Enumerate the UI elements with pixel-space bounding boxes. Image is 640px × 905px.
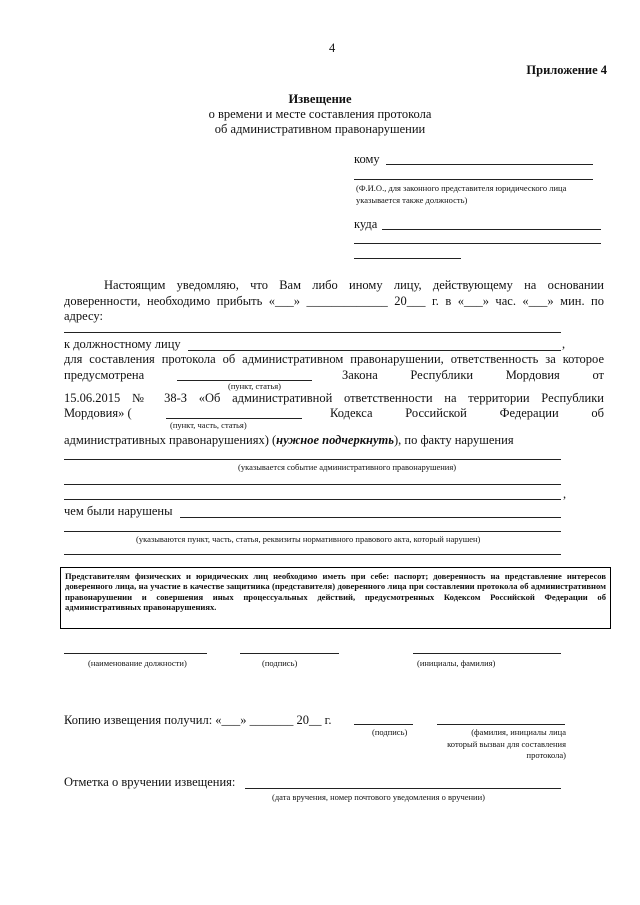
page-number: 4 [329, 41, 336, 55]
para2-line-2-b: Закона Республики Мордовия от [342, 368, 604, 382]
signature-field-line[interactable] [240, 653, 339, 654]
where-label: куда [354, 217, 378, 231]
official-field-line[interactable] [188, 350, 561, 351]
note-initials: (инициалы, фамилия) [417, 658, 496, 668]
to-note-line-2: указывается также должность) [356, 195, 468, 205]
title-line-1: Извещение [288, 92, 352, 106]
official-comma: , [562, 337, 566, 351]
appendix-label: Приложение 4 [526, 63, 607, 77]
violated-field-line-2[interactable] [64, 531, 561, 532]
notice-text: Представителям физических и юридических лиц необходимо иметь при себе: паспорт; доверенность на представление интересов доверенного лица, на участие в качестве защитника (представителя) доверенного лица при составлении протокола об административном правонарушении и совершения иных процессуальных действий, предусмотренных Кодексом Российской Федерации об административных правонарушениях. [65, 571, 606, 613]
para2-line-5 [64, 433, 514, 448]
note-point-article: (пункт, статья) [228, 381, 281, 391]
para2-line-5-b: ), по факту нарушения [393, 433, 514, 447]
title-line-3: об административном правонарушении [214, 122, 426, 136]
where-field-line-2[interactable] [354, 243, 601, 244]
note-event: (указывается событие административного правонарушения) [238, 462, 457, 472]
note-violated: (указываются пункт, часть, статья, реквизиты нормативного правового акта, который нарушен) [136, 534, 481, 544]
emphasis-underline-needed: нужное подчеркнуть [276, 433, 394, 447]
para2-line-4-a: Мордовия» ( [64, 406, 132, 420]
delivery-field-line[interactable] [245, 788, 561, 789]
event-field-line-1[interactable] [64, 459, 561, 460]
notice-box [60, 567, 611, 629]
event-field-line-3[interactable] [64, 499, 561, 500]
para2-line-4-b: Кодекса Российской Федерации об [330, 406, 604, 420]
official-label: к должностному лицу [64, 337, 181, 351]
to-field-line-1[interactable] [386, 164, 593, 165]
receipt-note-signature: (подпись) [372, 727, 408, 737]
note-signature: (подпись) [262, 658, 298, 668]
para2-line-3: 15.06.2015 № 38-З «Об административной ответственности на территории Республики [64, 391, 604, 405]
to-note-line-1: (Ф.И.О., для законного представителя юридического лица [356, 183, 567, 193]
para2-line-2-a: предусмотрена [64, 368, 145, 382]
receipt-label: Копию извещения получил: «___» _______ 20__ г. [64, 713, 332, 727]
delivery-label: Отметка о вручении извещения: [64, 775, 236, 789]
receipt-name-line[interactable] [437, 724, 565, 725]
note-position: (наименование должности) [88, 658, 187, 668]
para2-line-1: для составления протокола об административном правонарушении, ответственность за которое [64, 352, 604, 366]
receipt-note-summoned-1: (фамилия, инициалы лица [471, 727, 566, 737]
delivery-note: (дата вручения, номер почтового уведомления о вручении) [272, 792, 485, 802]
document-title [0, 92, 640, 137]
point-part-article-field[interactable] [166, 418, 302, 419]
to-label: кому [354, 152, 380, 166]
para2-line-5-a: административных правонарушениях) ( [64, 433, 277, 447]
to-note [356, 182, 606, 206]
event-field-line-2[interactable] [64, 484, 561, 485]
note-point-part-article: (пункт, часть, статья) [170, 420, 247, 430]
para1-line-2: доверенности, необходимо прибыть «___» _____________ 20___ г. в «___» час. «___» мин. по [64, 294, 604, 308]
violated-label: чем были нарушены [64, 504, 173, 518]
receipt-note-summoned-2: который вызван для составления [447, 738, 566, 749]
position-field-line[interactable] [64, 653, 207, 654]
violated-field-line-1[interactable] [180, 517, 561, 518]
address-field-line[interactable] [64, 332, 561, 333]
to-field-line-2[interactable] [354, 179, 593, 180]
title-line-2: о времени и месте составления протокола [208, 107, 432, 121]
receipt-note-summoned [424, 727, 566, 762]
initials-field-line[interactable] [413, 653, 561, 654]
event-comma: , [563, 487, 567, 501]
where-field-line-3[interactable] [354, 258, 461, 259]
violated-field-line-3[interactable] [64, 554, 561, 555]
para1-line-1: Настоящим уведомляю, что Вам либо иному лицу, действующему на основании [104, 278, 604, 292]
where-field-line-1[interactable] [382, 229, 601, 230]
para1-line-3: адресу: [64, 309, 103, 323]
receipt-note-summoned-3: протокола) [526, 750, 566, 760]
receipt-signature-line[interactable] [354, 724, 413, 725]
